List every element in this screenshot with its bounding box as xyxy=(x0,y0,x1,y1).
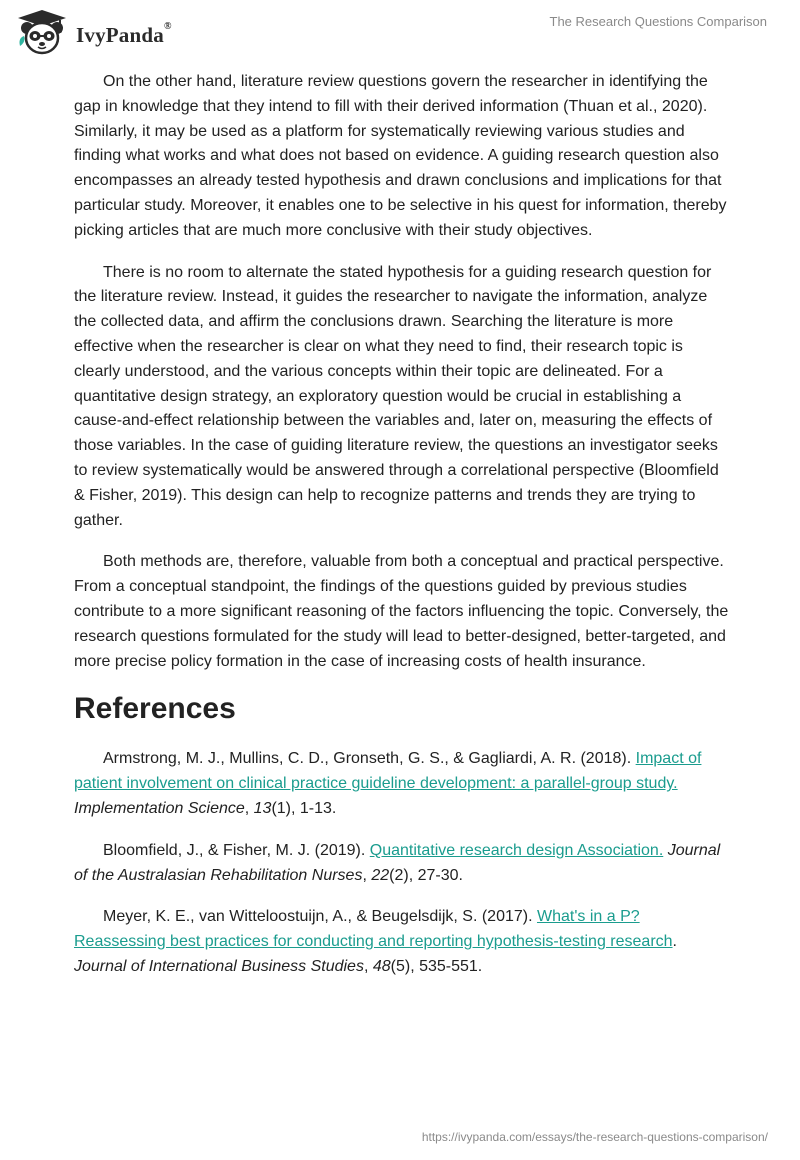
panda-graduate-icon xyxy=(14,8,70,56)
reference-issue-pages: (1), 1-13. xyxy=(271,799,337,817)
body-paragraph: There is no room to alternate the stated hypothesis for a guiding research question for the literature review. Instead, it guides the researcher to navigate the information, analyze the collected data, and affirm the conclusions drawn. Searching the literature is more effective when the researcher is clear on what they need to find, their research topic is clearly understood, and the various concepts within their topic are delineated. For a quantitative design strategy, an exploratory question would be crucial in establishing a cause-and-effect relationship between the variables and, later on, measuring the effects of those variables. In the case of guiding literature review, the questions an investigator seeks to review systematically would be answered through a correlational perspective (Bloomfield & Fisher, 2019). This design can help to recognize patterns and trends they are trying to gather. xyxy=(74,263,719,529)
reference-issue-pages: (2), 27-30. xyxy=(389,866,463,884)
reference-journal: Journal of International Business Studies xyxy=(74,957,364,975)
body-paragraph: Both methods are, therefore, valuable from both a conceptual and practical perspective. From a conceptual standpoint, the findings of the questions guided by previous studies contribute to a more significant reasoning of the factors influencing the topic. Conversely, the research questions formulated for the study will lead to better-designed, better-targeted, and more precise policy formation in the case of increasing costs of health insurance. xyxy=(74,553,729,670)
reference-volume: 48 xyxy=(372,957,391,975)
essay-content xyxy=(74,70,730,997)
reference-item: Bloomfield, J., & Fisher, M. J. (2019). Quantitative research design Association. Journal of the Australasian Rehabilitation Nurses, 22(2), 27-30. xyxy=(74,841,721,884)
reference-journal: Implementation Science xyxy=(74,799,245,817)
document-title: The Research Questions Comparison xyxy=(549,14,767,29)
ivypanda-logo[interactable] xyxy=(14,8,172,56)
brand-name: IvyPanda® xyxy=(76,20,172,47)
reference-link[interactable]: Quantitative research design Association. xyxy=(369,841,664,859)
reference-journal: Journal of the Australasian Rehabilitation Nurses xyxy=(74,841,721,884)
page-header xyxy=(0,0,800,60)
reference-authors: Bloomfield, J., & Fisher, M. J. (2019). xyxy=(103,841,366,859)
reference-link[interactable]: Impact of patient involvement on clinical practice guideline development: a parallel-group study. xyxy=(74,750,702,793)
reference-authors: Meyer, K. E., van Witteloostuijn, A., & Beugelsdijk, S. (2017). xyxy=(103,908,533,926)
reference-item: Meyer, K. E., van Witteloostuijn, A., & Beugelsdijk, S. (2017). What's in a P? Reassessing best practices for conducting and reporting hypothesis-testing research. Journal of International Business Studies, 48(5), 535-551. xyxy=(74,908,677,975)
reference-item: Armstrong, M. J., Mullins, C. D., Gronseth, G. S., & Gagliardi, A. R. (2018). Impact of patient involvement on clinical practice guideline development: a parallel-group study. Implementation Science, 13(1), 1-13. xyxy=(74,750,702,817)
references-heading: References xyxy=(74,692,236,726)
footer-url: https://ivypanda.com/essays/the-research-questions-comparison/ xyxy=(421,1130,768,1144)
reference-link[interactable]: What's in a P? Reassessing best practices for conducting and reporting hypothesis-testing research xyxy=(74,908,673,951)
body-paragraph: On the other hand, literature review questions govern the researcher in identifying the gap in knowledge that they intend to fill with their derived information (Thuan et al., 2020). Similarly, it may be used as a platform for systematically reviewing various studies and finding what works and what does not based on evidence. A guiding research question also encompasses an already tested hypothesis and drawn conclusions and implications for that particular study. Moreover, it enables one to be selective in his quest for information, thereby picking articles that are much more conclusive with their study objectives. xyxy=(74,73,727,239)
registered-mark: ® xyxy=(163,20,172,32)
reference-volume: 22 xyxy=(371,866,390,884)
reference-issue-pages: (5), 535-551. xyxy=(390,957,483,975)
reference-authors: Armstrong, M. J., Mullins, C. D., Gronseth, G. S., & Gagliardi, A. R. (2018). xyxy=(103,750,632,768)
reference-volume: 13 xyxy=(253,799,272,817)
